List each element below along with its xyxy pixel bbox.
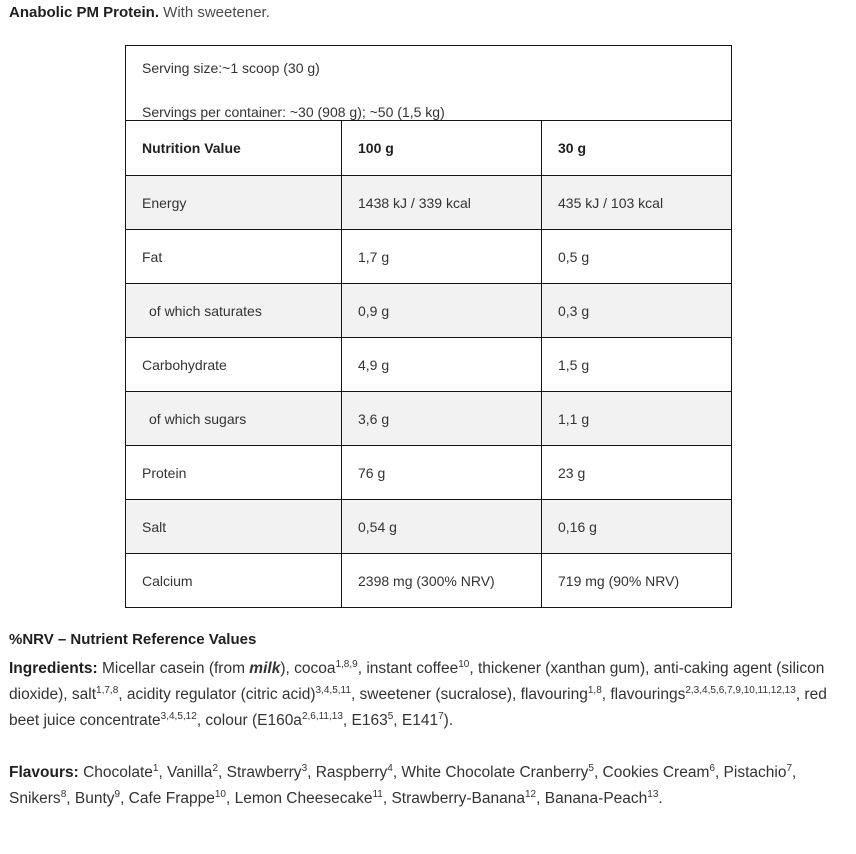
footnote-superscript: 5 [387,710,394,722]
column-header-30g: 30 g [542,121,732,176]
footnote-superscript: 1 [152,762,159,774]
column-header-100g: 100 g [342,121,542,176]
ingredients-label: Ingredients: [9,660,98,677]
footnote-superscript: 2,6,11,13 [301,710,343,722]
footnote-superscript: 6 [709,762,715,774]
table-row [126,338,732,392]
footnote-superscript: 3,4,5,11 [315,684,351,696]
serving-size: Serving size:~1 scoop (30 g) [142,60,320,76]
page-title [9,3,847,23]
footnote-superscript: 5 [588,762,594,774]
product-subtitle: With sweetener. [159,4,270,21]
value-per-100g: 0,9 g [342,284,542,338]
table-row [126,176,732,230]
nutrient-label: Energy [126,176,342,230]
table-row [126,284,732,338]
value-per-100g: 76 g [342,446,542,500]
nutrient-label: Salt [126,500,342,554]
table-header-row [126,121,732,176]
table-row [126,230,732,284]
value-per-30g: 23 g [542,446,732,500]
table-row [126,392,732,446]
footnote-superscript: 3,4,5,12 [160,710,197,722]
table-row [126,446,732,500]
footnote-superscript: 2 [212,762,218,774]
value-per-100g: 1438 kJ / 339 kcal [342,176,542,230]
value-per-100g: 1,7 g [342,230,542,284]
footnote-superscript: 12 [525,788,537,800]
flavours-text: Chocolate$^1$, Vanilla$^2$, Strawberry$^3$, Raspberry$^4$, White Chocolate Cranberry$^5$, Cookies Cream$^6$, Pistachio$^7$, Snikers$^8$, Bunty$^9$, Cafe Frappe$^{10}$, Lemon Cheesecake$^{11}$, Strawberry-Banana$^{12}$, Banana-Peach$^{13}$. [9,762,797,807]
value-per-100g: 3,6 g [342,392,542,446]
flavours-paragraph [9,760,847,812]
table-row [126,554,732,608]
nutrient-label: of which sugars [126,392,342,446]
footnote-superscript: 1,8,9 [335,658,358,670]
nrv-note: %NRV – Nutrient Reference Values [9,631,257,648]
flavours-label: Flavours: [9,764,79,781]
ingredients-text: Micellar casein (from milk), cocoa$^{1,8,9}$, instant coffee$^{10}$, thickener (xanthan gum), anti-caking agent (silicon dioxide), salt$^{1,7,8}$, acidity regulator (citric acid)$^{3,4,5,11}$, sweetener (sucralose), flavouring$^{1,8}$, flavourings$^{2,3,4,5,6,7,9,10,11,12,13}$, red beet juice concentrate$^{3,4,5,12}$, colour ($E160a^{2,6,11,13}$, $E163^5$, $E141^7$). [9,658,827,729]
footnote-superscript: 3 [301,762,308,774]
product-name: Anabolic PM Protein. [9,4,160,21]
value-per-30g: 719 mg (90% NRV) [542,554,732,608]
value-per-30g: 1,5 g [542,338,732,392]
table-row [126,500,732,554]
footnote-superscript: 10 [214,788,226,800]
footnote-superscript: 1,8 [587,684,602,696]
value-per-100g: 2398 mg (300% NRV) [342,554,542,608]
nutrient-label: Carbohydrate [126,338,342,392]
nutrient-label: Fat [126,230,342,284]
column-header-nutrition-value: Nutrition Value [126,121,342,176]
value-per-30g: 435 kJ / 103 kcal [542,176,732,230]
footnote-superscript: 11 [372,788,383,800]
value-per-100g: 0,54 g [342,500,542,554]
nutrient-label: Protein [126,446,342,500]
value-per-100g: 4,9 g [342,338,542,392]
footnote-superscript: 2,3,4,5,6,7,9,10,11,12,13 [685,684,796,696]
footnote-superscript: 4 [387,762,393,774]
footnote-superscript: 13 [647,788,659,800]
nutrition-table-body [126,176,732,608]
value-per-30g: 0,3 g [542,284,732,338]
footnote-superscript: 7 [438,710,444,722]
footnote-superscript: 8 [60,788,67,800]
value-per-30g: 0,16 g [542,500,732,554]
nutrition-table [125,45,732,608]
ingredients-paragraph [9,656,847,734]
serving-info-cell [126,46,732,121]
footnote-superscript: 9 [114,788,121,800]
servings-per-container: Servings per container: ~30 (908 g); ~50 (1,5 kg) [142,104,445,120]
footnote-superscript: 10 [458,658,470,670]
nutrient-label: Calcium [126,554,342,608]
value-per-30g: 0,5 g [542,230,732,284]
nutrient-label: of which saturates [126,284,342,338]
footnote-superscript: 1,7,8 [96,684,119,696]
serving-info-row [126,46,732,121]
footnote-superscript: 7 [786,762,793,774]
value-per-30g: 1,1 g [542,392,732,446]
